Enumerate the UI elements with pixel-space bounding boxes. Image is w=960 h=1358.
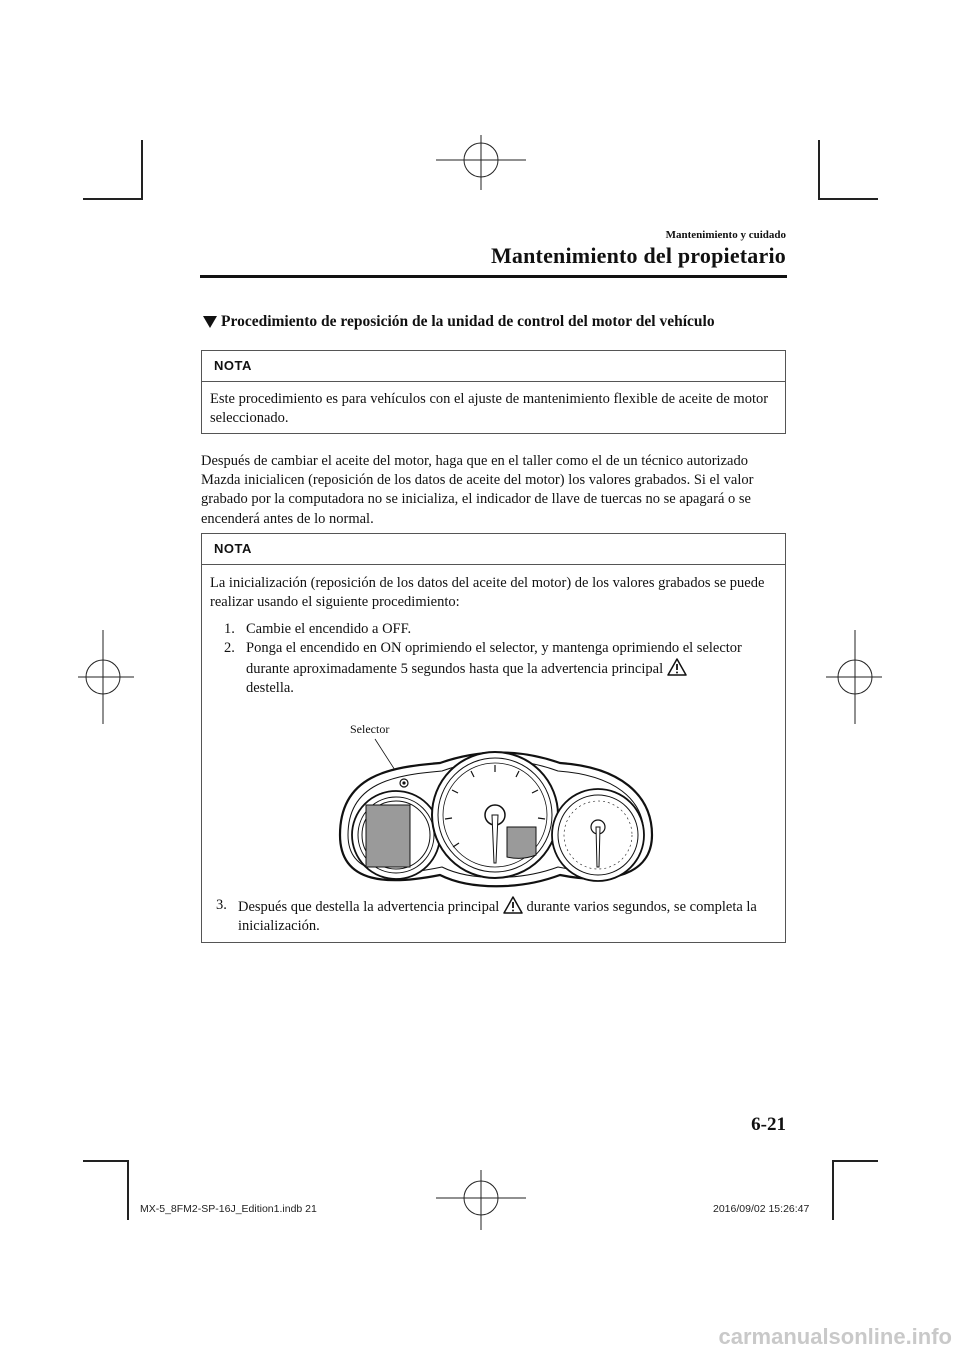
step-text-wrap (238, 896, 776, 936)
chapter-title: Mantenimiento y cuidado (665, 229, 786, 241)
step-text: Cambie el encendido a OFF. (246, 621, 412, 637)
master-warning-icon (667, 658, 687, 676)
note-intro: La inicialización (reposición de los datos del aceite del motor) de los valores grabados se puede realizar usando el siguiente procedimiento: (210, 575, 765, 610)
section-heading (203, 313, 715, 331)
page-title: Mantenimiento del propietario (490, 243, 786, 268)
section-heading-text: Procedimiento de reposición de la unidad de control del motor del vehículo (221, 313, 715, 330)
registration-mark-left (78, 630, 134, 724)
registration-mark-bottom (436, 1170, 526, 1230)
site-watermark: carmanualsonline.info (718, 1324, 952, 1349)
note-title: NOTA (202, 534, 785, 565)
note-body: Este procedimiento es para vehículos con el ajuste de mantenimiento flexible de aceite de motor seleccionado. (210, 391, 769, 426)
registration-mark-top (436, 135, 526, 190)
body-paragraph: Después de cambiar el aceite del motor, haga que en el taller como el de un técnico autorizado Mazda inicialicen (reposición de los datos de aceite del motor) los valores grabados. Si el valor grabado por la computadora no se inicializa, el indicador de llave de tuercas no se apagará o se encenderá antes de lo normal. (201, 453, 754, 527)
step-2 (224, 639, 777, 698)
tachometer (432, 752, 558, 878)
page-number: 6-21 (751, 1114, 786, 1135)
note-body (202, 565, 785, 706)
step-number: 2. (224, 640, 235, 656)
step-text-after: durante varios segundos, se completa la inicialización. (238, 899, 757, 934)
note-box-1 (201, 350, 786, 434)
step-3 (216, 896, 776, 936)
instrument-cluster-illustration (330, 735, 660, 895)
step-text-after: destella. (246, 680, 294, 696)
steps-list (210, 620, 777, 698)
step-1 (224, 620, 777, 639)
master-warning-icon (503, 896, 523, 914)
note-title: NOTA (202, 351, 785, 382)
header-rule (200, 275, 787, 278)
step-text: Después que destella la advertencia principal (238, 899, 500, 915)
footer-filename: MX-5_8FM2-SP-16J_Edition1.indb 21 (140, 1203, 317, 1215)
step-number: 3. (216, 897, 227, 913)
right-gauge (552, 789, 644, 881)
registration-mark-right (826, 630, 882, 724)
step-number: 1. (224, 621, 235, 637)
step-text-wrap (246, 639, 777, 698)
selector-label: Selector (350, 722, 390, 736)
footer-timestamp: 2016/09/02 15:26:47 (713, 1203, 810, 1215)
step-text: Ponga el encendido en ON oprimiendo el selector, y mantenga oprimiendo el selector durante aproximadamente 5 segundos hasta que la advertencia principal (246, 640, 742, 677)
left-gauge (352, 791, 440, 879)
triangle-bullet-icon (203, 316, 217, 328)
